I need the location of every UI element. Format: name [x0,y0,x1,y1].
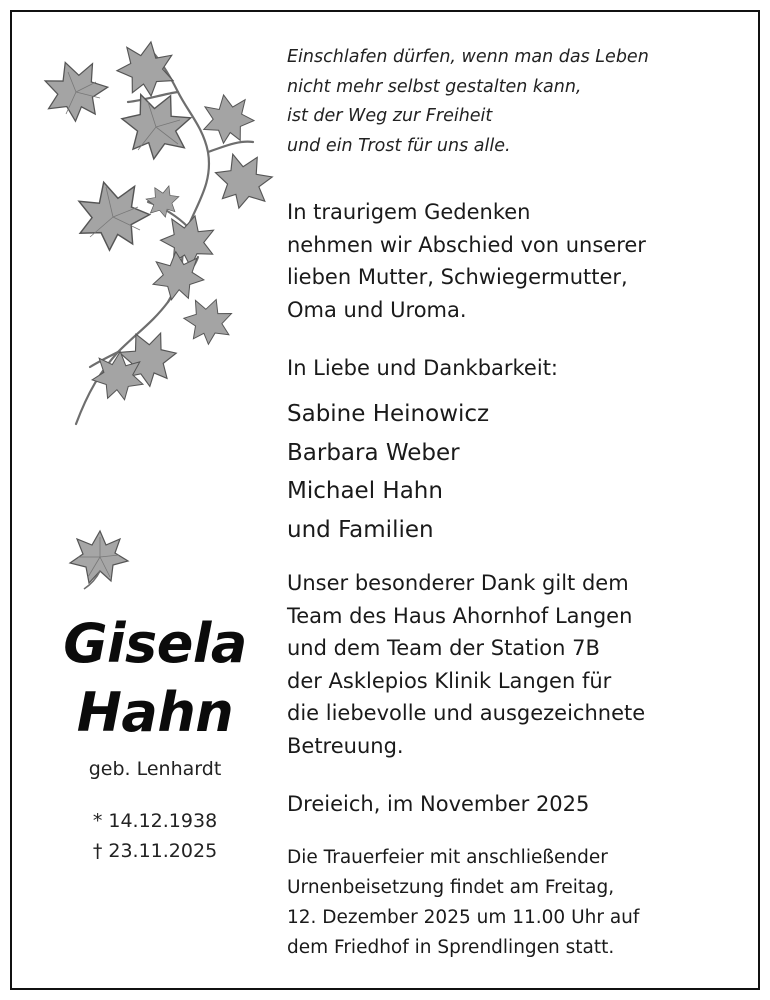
mourner-name: Barbara Weber [287,439,460,466]
ceremony-info [287,843,732,963]
thanks-line: Team des Haus Ahornhof Langen [287,603,633,628]
mourner-name: und Familien [287,516,434,543]
ceremony-line: Urnenbeisetzung findet am Freitag, [287,877,615,898]
gratitude-heading-text: In Liebe und Dankbarkeit: [287,356,559,380]
death-date: † 23.11.2025 [92,840,218,862]
mourner-name: Michael Hahn [287,478,443,504]
maiden-name: geb. Lenhardt [88,758,222,780]
ivy-vine-icon [28,32,278,432]
verse-line: und ein Trost für uns alle. [287,135,511,156]
place-date-text: Dreieich, im November 2025 [287,792,590,816]
intro-line: Oma und Uroma. [287,297,467,322]
thanks-line: und dem Team der Station 7B [287,636,600,660]
ceremony-line: 12. Dezember 2025 um 11.00 Uhr auf [287,907,640,928]
mourners-list [287,395,732,549]
place-date [287,788,732,821]
ivy-leaf-icon [64,527,134,593]
ceremony-line: Die Trauerfeier mit anschließender [287,847,608,868]
mourner-name: Sabine Heinowicz [287,401,490,427]
thanks-line: der Asklepios Klinik Langen für [287,668,612,693]
verse-line: ist der Weg zur Freiheit [287,106,493,126]
intro-line: nehmen wir Abschied von unserer [287,232,646,257]
thanks-paragraph [287,567,732,762]
intro-paragraph [287,196,732,326]
intro-line: In traurigem Gedenken [287,200,531,224]
memorial-verse [287,43,732,161]
deceased-first-name: Gisela [63,612,247,675]
thanks-line: Unser besonderer Dank gilt dem [287,571,629,595]
intro-line: lieben Mutter, Schwiegermutter, [287,265,628,289]
deceased-last-name: Hahn [76,681,234,744]
verse-line: nicht mehr selbst gestalten kann, [287,76,582,97]
gratitude-heading [287,352,732,385]
thanks-line: Betreuung. [287,733,404,758]
ceremony-line: dem Friedhof in Sprendlingen statt. [287,937,615,958]
thanks-line: die liebevolle und ausgezeichnete [287,701,646,725]
verse-line: Einschlafen dürfen, wenn man das Leben [287,47,649,67]
birth-date: * 14.12.1938 [92,810,218,832]
